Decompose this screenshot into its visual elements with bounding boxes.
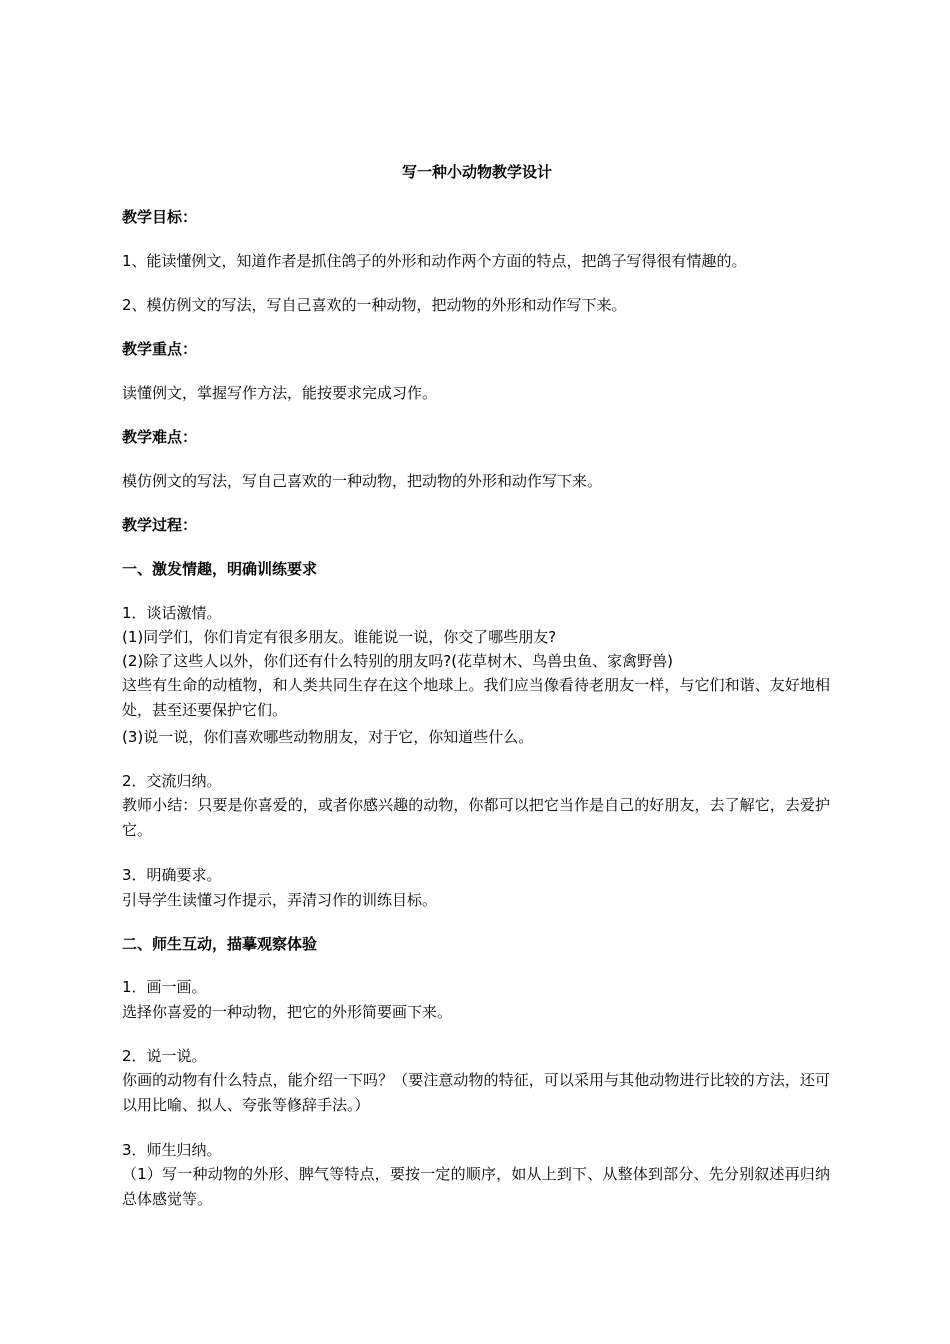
difficulty-heading: 教学难点： xyxy=(122,428,198,446)
section-1-question-3: (3)说一说，你们喜欢哪些动物朋友，对于它，你知道些什么。 xyxy=(122,728,534,746)
objective-1: 1、能读懂例文，知道作者是抓住鸽子的外形和动作两个方面的特点，把鸽子写得很有情趣的。 xyxy=(122,252,747,270)
section-2-heading: 二、师生互动，描摹观察体验 xyxy=(122,935,318,953)
section-1-step-1-title: 1．谈话激情。 xyxy=(122,604,222,622)
section-1-step-3-title: 3．明确要求。 xyxy=(122,866,222,884)
key-points-text: 读懂例文，掌握写作方法，能按要求完成习作。 xyxy=(122,384,438,402)
key-points-heading: 教学重点： xyxy=(122,340,198,358)
section-2-step-2-title: 2．说一说。 xyxy=(122,1047,207,1065)
difficulty-text: 模仿例文的写法，写自己喜欢的一种动物，把动物的外形和动作写下来。 xyxy=(122,472,603,490)
section-2-step-2-text: 你画的动物有什么特点，能介绍一下吗？（要注意动物的特征，可以采用与其他动物进行比较的方法，还可以用比喻、拟人、夸张等修辞手法。） xyxy=(122,1071,830,1114)
section-2-step-3-text: （1）写一种动物的外形、脾气等特点，要按一定的顺序，如从上到下、从整体到部分、先分别叙述再归纳总体感觉等。 xyxy=(122,1165,830,1208)
section-1-step-2-title: 2．交流归纳。 xyxy=(122,772,222,790)
section-1-heading: 一、激发情趣，明确训练要求 xyxy=(122,560,318,578)
document-title: 写一种小动物教学设计 xyxy=(401,163,552,181)
section-1-step-2-text: 教师小结：只要是你喜爱的，或者你感兴趣的动物，你都可以把它当作是自己的好朋友，去了解它，去爱护它。 xyxy=(122,796,830,839)
section-2-step-1-text: 选择你喜爱的一种动物，把它的外形简要画下来。 xyxy=(122,1003,453,1021)
section-2-step-3-title: 3．师生归纳。 xyxy=(122,1141,222,1159)
section-1-question-1: (1)同学们，你们肯定有很多朋友。谁能说一说，你交了哪些朋友? xyxy=(122,628,557,646)
objectives-heading: 教学目标： xyxy=(122,208,198,226)
section-1-step-3-text: 引导学生读懂习作提示，弄清习作的训练目标。 xyxy=(122,891,438,909)
section-1-paragraph: 这些有生命的动植物，和人类共同生存在这个地球上。我们应当像看待老朋友一样，与它们和谐、友好地相处，甚至还要保护它们。 xyxy=(122,676,830,719)
section-1-question-2: (2)除了这些人以外，你们还有什么特别的朋友吗?(花草树木、鸟兽虫鱼、家禽野兽) xyxy=(122,652,673,670)
objective-2: 2、模仿例文的写法，写自己喜欢的一种动物，把动物的外形和动作写下来。 xyxy=(122,296,627,314)
section-2-step-1-title: 1．画一画。 xyxy=(122,978,207,996)
process-heading: 教学过程： xyxy=(122,516,198,534)
